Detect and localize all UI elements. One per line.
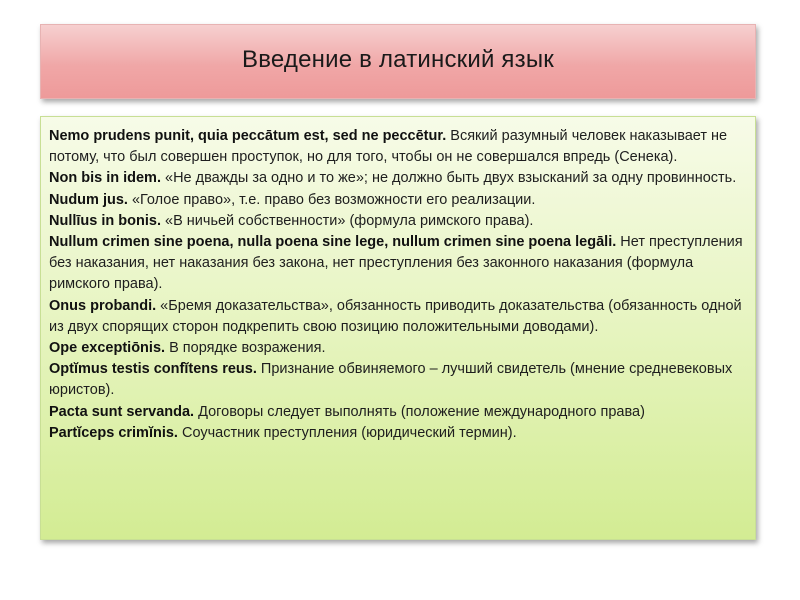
entry-term: Nemo prudens punit, quia peccātum est, sed ne peccētur.: [49, 128, 447, 144]
entry-definition: «Не дважды за одно и то же»; не должно быть двух взысканий за одну провинность.: [160, 170, 737, 187]
content-box: [40, 116, 756, 540]
entry-definition: В порядке возражения.: [165, 340, 326, 357]
entry-term: Ope exceptiōnis.: [49, 340, 166, 357]
entry-definition: Нет преступления без наказания, нет наказания без закона, нет преступления без законного наказания (формула римского права).: [49, 234, 743, 293]
entry-term: Pacta sunt servanda.: [49, 403, 195, 420]
slide-title: Введение в латинский язык: [242, 45, 554, 73]
entry-nemo-prudens: [49, 126, 745, 168]
entry-term: Onus probandi.: [49, 297, 157, 314]
entry-ope-exceptionis: [49, 338, 745, 359]
entry-nudum-jus: [49, 190, 745, 211]
entry-pacta-sunt-servanda: [49, 402, 745, 423]
entry-definition: Признание обвиняемого – лучший свидетель (мнение средневековых юристов).: [49, 361, 733, 399]
entry-onus-probandi: [49, 296, 745, 338]
entry-term: Nullīus in bonis.: [49, 212, 161, 229]
entry-definition: «Голое право», т.е. право без возможности его реализации.: [127, 191, 536, 208]
entry-term: Nullum crimen sine poena, nulla poena sine lege, nullum crimen sine poena legāli.: [49, 234, 617, 251]
entry-definition: «В ничьей собственности» (формула римского права).: [160, 212, 534, 229]
entry-nullum-crimen: [49, 232, 745, 296]
entry-term: Nudum jus.: [49, 191, 128, 208]
entry-definition: Соучастник преступления (юридический термин).: [177, 424, 517, 441]
entry-nullius-in-bonis: [49, 211, 745, 232]
entry-term: Non bis in idem.: [49, 170, 161, 187]
entry-particeps-criminis: [49, 423, 745, 444]
title-box: [40, 24, 756, 99]
entry-definition: «Бремя доказательства», обязанность приводить доказательства (обязанность одной из двух спорящих сторон подкрепить свою позицию положительными доводами).: [49, 297, 742, 335]
entry-non-bis-in-idem: [49, 168, 745, 189]
entry-definition: Договоры следует выполнять (положение международного права): [194, 403, 645, 420]
entry-optimus-testis: [49, 359, 745, 401]
entry-term: Optĭmus testis confĭtens reus.: [49, 361, 257, 378]
entry-term: Partĭceps crimĭnis.: [49, 424, 178, 441]
entry-definition: Всякий разумный человек наказывает не потому, что был совершен проступок, но для того, чтобы он не совершался впредь (Сенека).: [49, 128, 728, 166]
